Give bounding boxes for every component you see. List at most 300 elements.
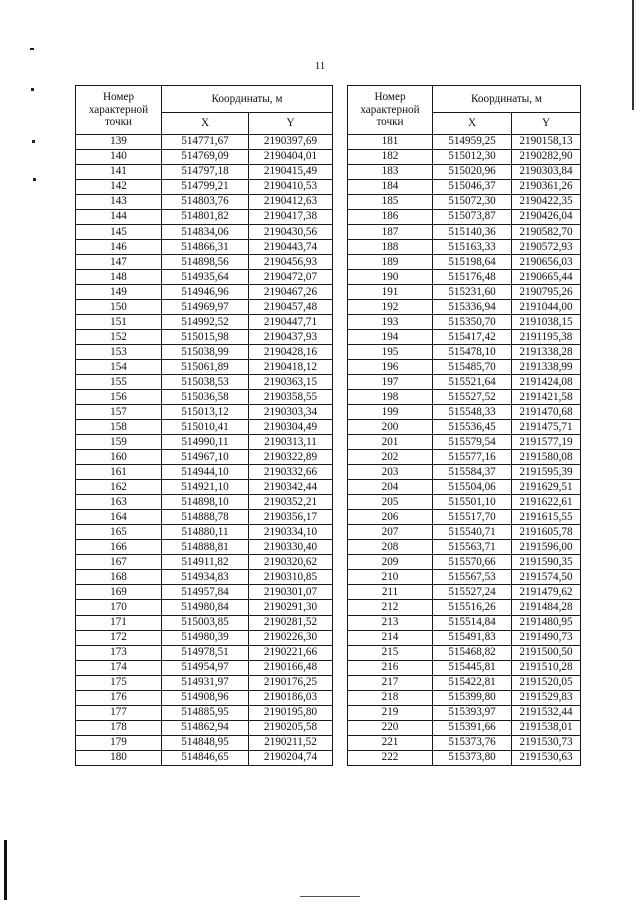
- y-coordinate-cell: 2191470,68: [512, 405, 581, 420]
- scan-mark: [31, 88, 34, 91]
- point-number-cell: 211: [348, 585, 433, 600]
- y-coordinate-cell: 2191195,38: [512, 330, 581, 345]
- x-coordinate-cell: 515399,80: [433, 690, 512, 705]
- point-number-cell: 208: [348, 540, 433, 555]
- y-coordinate-cell: 2191424,08: [512, 375, 581, 390]
- x-coordinate-cell: 515504,06: [433, 480, 512, 495]
- point-number-cell: 148: [76, 270, 162, 285]
- point-number-cell: 177: [76, 705, 162, 720]
- table-row: [348, 480, 581, 495]
- x-coordinate-cell: 514846,65: [162, 750, 249, 765]
- x-coordinate-cell: 514797,18: [162, 165, 249, 180]
- y-coordinate-cell: 2190334,10: [249, 525, 333, 540]
- table-row: [348, 585, 581, 600]
- table-row: [76, 630, 333, 645]
- point-number-cell: 191: [348, 285, 433, 300]
- y-coordinate-cell: 2191479,62: [512, 585, 581, 600]
- x-coordinate-cell: 515010,41: [162, 420, 249, 435]
- point-number-cell: 186: [348, 210, 433, 225]
- point-number-cell: 220: [348, 720, 433, 735]
- table-row: [348, 360, 581, 375]
- y-coordinate-cell: 2191596,00: [512, 540, 581, 555]
- table-row: [348, 510, 581, 525]
- x-coordinate-cell: 514934,83: [162, 570, 249, 585]
- point-number-cell: 218: [348, 690, 433, 705]
- point-number-cell: 180: [76, 750, 162, 765]
- table-row: [76, 420, 333, 435]
- x-coordinate-cell: 515485,70: [433, 360, 512, 375]
- x-coordinate-cell: 514990,11: [162, 435, 249, 450]
- x-coordinate-cell: 514799,21: [162, 180, 249, 195]
- x-coordinate-cell: 515579,54: [433, 435, 512, 450]
- point-number-cell: 151: [76, 315, 162, 330]
- point-number-cell: 181: [348, 135, 433, 150]
- x-coordinate-cell: 514954,97: [162, 660, 249, 675]
- point-number-cell: 185: [348, 195, 433, 210]
- table-row: [348, 195, 581, 210]
- point-number-cell: 163: [76, 495, 162, 510]
- table-row: [348, 165, 581, 180]
- point-number-cell: 216: [348, 660, 433, 675]
- y-coordinate-cell: 2190303,84: [512, 165, 581, 180]
- y-coordinate-cell: 2191490,73: [512, 630, 581, 645]
- point-number-cell: 198: [348, 390, 433, 405]
- table-row: [76, 465, 333, 480]
- scan-edge-line: [632, 0, 634, 110]
- table-row: [348, 345, 581, 360]
- x-coordinate-cell: 515198,64: [433, 255, 512, 270]
- table-row: [348, 255, 581, 270]
- y-coordinate-cell: 2190430,56: [249, 225, 333, 240]
- point-number-cell: 168: [76, 570, 162, 585]
- x-coordinate-cell: 515003,85: [162, 615, 249, 630]
- y-coordinate-cell: 2191338,28: [512, 345, 581, 360]
- x-coordinate-cell: 515393,97: [433, 705, 512, 720]
- header-point-number: Номер характерной точки: [348, 86, 433, 135]
- x-coordinate-cell: 514898,56: [162, 255, 249, 270]
- point-number-cell: 156: [76, 390, 162, 405]
- point-number-cell: 204: [348, 480, 433, 495]
- y-coordinate-cell: 2190582,70: [512, 225, 581, 240]
- table-row: [348, 375, 581, 390]
- x-coordinate-cell: 515478,10: [433, 345, 512, 360]
- point-number-cell: 173: [76, 645, 162, 660]
- x-coordinate-cell: 515417,42: [433, 330, 512, 345]
- y-coordinate-cell: 2190291,30: [249, 600, 333, 615]
- x-coordinate-cell: 515020,96: [433, 165, 512, 180]
- x-coordinate-cell: 515570,66: [433, 555, 512, 570]
- x-coordinate-cell: 515527,24: [433, 585, 512, 600]
- y-coordinate-cell: 2190221,66: [249, 645, 333, 660]
- point-number-cell: 219: [348, 705, 433, 720]
- y-coordinate-cell: 2191629,51: [512, 480, 581, 495]
- table-row: [348, 570, 581, 585]
- point-number-cell: 199: [348, 405, 433, 420]
- y-coordinate-cell: 2190428,16: [249, 345, 333, 360]
- table-row: [76, 300, 333, 315]
- table-row: [76, 270, 333, 285]
- y-coordinate-cell: 2191484,28: [512, 600, 581, 615]
- point-number-cell: 182: [348, 150, 433, 165]
- y-coordinate-cell: 2191530,63: [512, 750, 581, 765]
- scan-edge-bar: [4, 840, 7, 900]
- point-number-cell: 187: [348, 225, 433, 240]
- point-number-cell: 197: [348, 375, 433, 390]
- table-row: [348, 405, 581, 420]
- table-row: [76, 660, 333, 675]
- y-coordinate-cell: 2191475,71: [512, 420, 581, 435]
- y-coordinate-cell: 2190342,44: [249, 480, 333, 495]
- point-number-cell: 215: [348, 645, 433, 660]
- x-coordinate-cell: 514866,31: [162, 240, 249, 255]
- table-row: [76, 690, 333, 705]
- x-coordinate-cell: 514888,81: [162, 540, 249, 555]
- y-coordinate-cell: 2190443,74: [249, 240, 333, 255]
- page-number: 11: [314, 60, 326, 72]
- y-coordinate-cell: 2190410,53: [249, 180, 333, 195]
- table-row: [76, 210, 333, 225]
- point-number-cell: 206: [348, 510, 433, 525]
- x-coordinate-cell: 515563,71: [433, 540, 512, 555]
- y-coordinate-cell: 2190330,40: [249, 540, 333, 555]
- x-coordinate-cell: 515046,37: [433, 180, 512, 195]
- table-row: [76, 150, 333, 165]
- point-number-cell: 154: [76, 360, 162, 375]
- point-number-cell: 139: [76, 135, 162, 150]
- scan-mark: [33, 178, 36, 181]
- point-number-cell: 166: [76, 540, 162, 555]
- header-coordinates: Координаты, м: [162, 86, 333, 113]
- table-row: [76, 240, 333, 255]
- x-coordinate-cell: 515036,58: [162, 390, 249, 405]
- x-coordinate-cell: 515391,66: [433, 720, 512, 735]
- x-coordinate-cell: 514888,78: [162, 510, 249, 525]
- y-coordinate-cell: 2190303,34: [249, 405, 333, 420]
- y-coordinate-cell: 2190363,15: [249, 375, 333, 390]
- y-coordinate-cell: 2191338,99: [512, 360, 581, 375]
- table-row: [76, 285, 333, 300]
- y-coordinate-cell: 2191590,35: [512, 555, 581, 570]
- table-row: [348, 525, 581, 540]
- point-number-cell: 213: [348, 615, 433, 630]
- point-number-cell: 140: [76, 150, 162, 165]
- y-coordinate-cell: 2190472,07: [249, 270, 333, 285]
- x-coordinate-cell: 515012,30: [433, 150, 512, 165]
- x-coordinate-cell: 514946,96: [162, 285, 249, 300]
- x-coordinate-cell: 515422,81: [433, 675, 512, 690]
- point-number-cell: 141: [76, 165, 162, 180]
- y-coordinate-cell: 2191038,15: [512, 315, 581, 330]
- y-coordinate-cell: 2190356,17: [249, 510, 333, 525]
- point-number-cell: 157: [76, 405, 162, 420]
- table-row: [76, 345, 333, 360]
- x-coordinate-cell: 515072,30: [433, 195, 512, 210]
- header-x: X: [433, 113, 512, 135]
- header-x: X: [162, 113, 249, 135]
- point-number-cell: 170: [76, 600, 162, 615]
- point-number-cell: 153: [76, 345, 162, 360]
- y-coordinate-cell: 2190457,48: [249, 300, 333, 315]
- y-coordinate-cell: 2190304,49: [249, 420, 333, 435]
- point-number-cell: 192: [348, 300, 433, 315]
- point-number-cell: 196: [348, 360, 433, 375]
- table-row: [348, 180, 581, 195]
- table-row: [76, 555, 333, 570]
- y-coordinate-cell: 2191595,39: [512, 465, 581, 480]
- y-coordinate-cell: 2190397,69: [249, 135, 333, 150]
- x-coordinate-cell: 515567,53: [433, 570, 512, 585]
- y-coordinate-cell: 2190415,49: [249, 165, 333, 180]
- scan-bottom-rule: [300, 896, 360, 897]
- x-coordinate-cell: 514980,84: [162, 600, 249, 615]
- point-number-cell: 183: [348, 165, 433, 180]
- coordinates-table-left: [75, 85, 333, 766]
- x-coordinate-cell: 514801,82: [162, 210, 249, 225]
- table-row: [76, 480, 333, 495]
- x-coordinate-cell: 514848,95: [162, 735, 249, 750]
- point-number-cell: 221: [348, 735, 433, 750]
- y-coordinate-cell: 2190205,58: [249, 720, 333, 735]
- table-row: [76, 330, 333, 345]
- y-coordinate-cell: 2190332,66: [249, 465, 333, 480]
- point-number-cell: 160: [76, 450, 162, 465]
- x-coordinate-cell: 515517,70: [433, 510, 512, 525]
- table-row: [348, 240, 581, 255]
- point-number-cell: 167: [76, 555, 162, 570]
- table-body-right: [348, 135, 581, 766]
- x-coordinate-cell: 515231,60: [433, 285, 512, 300]
- x-coordinate-cell: 515373,80: [433, 750, 512, 765]
- table-row: [348, 705, 581, 720]
- y-coordinate-cell: 2191421,58: [512, 390, 581, 405]
- table-row: [76, 405, 333, 420]
- x-coordinate-cell: 514921,10: [162, 480, 249, 495]
- point-number-cell: 176: [76, 690, 162, 705]
- table-row: [348, 225, 581, 240]
- y-coordinate-cell: 2190361,26: [512, 180, 581, 195]
- table-row: [348, 285, 581, 300]
- y-coordinate-cell: 2190795,26: [512, 285, 581, 300]
- table-row: [76, 375, 333, 390]
- table-row: [348, 555, 581, 570]
- y-coordinate-cell: 2191520,05: [512, 675, 581, 690]
- y-coordinate-cell: 2190158,13: [512, 135, 581, 150]
- table-row: [348, 495, 581, 510]
- y-coordinate-cell: 2190313,11: [249, 435, 333, 450]
- y-coordinate-cell: 2190322,89: [249, 450, 333, 465]
- point-number-cell: 171: [76, 615, 162, 630]
- table-row: [348, 390, 581, 405]
- x-coordinate-cell: 515073,87: [433, 210, 512, 225]
- y-coordinate-cell: 2190195,80: [249, 705, 333, 720]
- y-coordinate-cell: 2191605,78: [512, 525, 581, 540]
- point-number-cell: 152: [76, 330, 162, 345]
- point-number-cell: 158: [76, 420, 162, 435]
- point-number-cell: 165: [76, 525, 162, 540]
- x-coordinate-cell: 515373,76: [433, 735, 512, 750]
- x-coordinate-cell: 515577,16: [433, 450, 512, 465]
- y-coordinate-cell: 2190467,26: [249, 285, 333, 300]
- x-coordinate-cell: 514803,76: [162, 195, 249, 210]
- table-row: [348, 540, 581, 555]
- table-body-left: [76, 135, 333, 766]
- x-coordinate-cell: 515521,64: [433, 375, 512, 390]
- y-coordinate-cell: 2190456,93: [249, 255, 333, 270]
- point-number-cell: 164: [76, 510, 162, 525]
- y-coordinate-cell: 2191580,08: [512, 450, 581, 465]
- y-coordinate-cell: 2191577,19: [512, 435, 581, 450]
- x-coordinate-cell: 514862,94: [162, 720, 249, 735]
- point-number-cell: 144: [76, 210, 162, 225]
- x-coordinate-cell: 514769,09: [162, 150, 249, 165]
- table-row: [348, 315, 581, 330]
- table-row: [348, 300, 581, 315]
- header-y: Y: [249, 113, 333, 135]
- x-coordinate-cell: 515548,33: [433, 405, 512, 420]
- y-coordinate-cell: 2190656,03: [512, 255, 581, 270]
- point-number-cell: 174: [76, 660, 162, 675]
- table-row: [76, 735, 333, 750]
- point-number-cell: 209: [348, 555, 433, 570]
- point-number-cell: 179: [76, 735, 162, 750]
- y-coordinate-cell: 2190281,52: [249, 615, 333, 630]
- x-coordinate-cell: 515584,37: [433, 465, 512, 480]
- y-coordinate-cell: 2191615,55: [512, 510, 581, 525]
- x-coordinate-cell: 515468,82: [433, 645, 512, 660]
- table-row: [348, 675, 581, 690]
- y-coordinate-cell: 2191532,44: [512, 705, 581, 720]
- header-y: Y: [512, 113, 581, 135]
- table-row: [348, 600, 581, 615]
- table-row: [348, 645, 581, 660]
- table-row: [76, 390, 333, 405]
- x-coordinate-cell: 515491,83: [433, 630, 512, 645]
- x-coordinate-cell: 514885,95: [162, 705, 249, 720]
- x-coordinate-cell: 514978,51: [162, 645, 249, 660]
- table-row: [348, 660, 581, 675]
- point-number-cell: 162: [76, 480, 162, 495]
- point-number-cell: 178: [76, 720, 162, 735]
- y-coordinate-cell: 2190417,38: [249, 210, 333, 225]
- x-coordinate-cell: 515536,45: [433, 420, 512, 435]
- y-coordinate-cell: 2190352,21: [249, 495, 333, 510]
- point-number-cell: 212: [348, 600, 433, 615]
- point-number-cell: 188: [348, 240, 433, 255]
- x-coordinate-cell: 514935,64: [162, 270, 249, 285]
- table-row: [76, 450, 333, 465]
- table-row: [76, 255, 333, 270]
- x-coordinate-cell: 514944,10: [162, 465, 249, 480]
- x-coordinate-cell: 515501,10: [433, 495, 512, 510]
- header-point-number: Номер характерной точки: [76, 86, 162, 135]
- y-coordinate-cell: 2191480,95: [512, 615, 581, 630]
- y-coordinate-cell: 2191622,61: [512, 495, 581, 510]
- y-coordinate-cell: 2190226,30: [249, 630, 333, 645]
- point-number-cell: 172: [76, 630, 162, 645]
- x-coordinate-cell: 514898,10: [162, 495, 249, 510]
- x-coordinate-cell: 515516,26: [433, 600, 512, 615]
- point-number-cell: 203: [348, 465, 433, 480]
- point-number-cell: 155: [76, 375, 162, 390]
- y-coordinate-cell: 2191574,50: [512, 570, 581, 585]
- x-coordinate-cell: 515013,12: [162, 405, 249, 420]
- table-row: [76, 225, 333, 240]
- point-number-cell: 189: [348, 255, 433, 270]
- point-number-cell: 201: [348, 435, 433, 450]
- point-number-cell: 214: [348, 630, 433, 645]
- table-row: [348, 420, 581, 435]
- table-row: [348, 150, 581, 165]
- table-row: [76, 540, 333, 555]
- x-coordinate-cell: 515527,52: [433, 390, 512, 405]
- table-row: [348, 465, 581, 480]
- y-coordinate-cell: 2190204,74: [249, 750, 333, 765]
- table-row: [76, 705, 333, 720]
- point-number-cell: 217: [348, 675, 433, 690]
- point-number-cell: 161: [76, 465, 162, 480]
- y-coordinate-cell: 2190282,90: [512, 150, 581, 165]
- y-coordinate-cell: 2190186,03: [249, 690, 333, 705]
- y-coordinate-cell: 2190301,07: [249, 585, 333, 600]
- table-row: [348, 690, 581, 705]
- coordinates-table-right: [347, 85, 581, 766]
- table-row: [76, 615, 333, 630]
- table-row: [76, 135, 333, 150]
- x-coordinate-cell: 514969,97: [162, 300, 249, 315]
- table-row: [76, 570, 333, 585]
- y-coordinate-cell: 2190665,44: [512, 270, 581, 285]
- point-number-cell: 202: [348, 450, 433, 465]
- point-number-cell: 147: [76, 255, 162, 270]
- table-row: [76, 750, 333, 765]
- table-row: [348, 735, 581, 750]
- table-row: [76, 600, 333, 615]
- table-row: [76, 165, 333, 180]
- x-coordinate-cell: 515061,89: [162, 360, 249, 375]
- point-number-cell: 175: [76, 675, 162, 690]
- point-number-cell: 190: [348, 270, 433, 285]
- point-number-cell: 143: [76, 195, 162, 210]
- table-row: [76, 525, 333, 540]
- table-row: [76, 510, 333, 525]
- table-row: [348, 720, 581, 735]
- y-coordinate-cell: 2190211,52: [249, 735, 333, 750]
- point-number-cell: 200: [348, 420, 433, 435]
- x-coordinate-cell: 514771,67: [162, 135, 249, 150]
- point-number-cell: 207: [348, 525, 433, 540]
- point-number-cell: 222: [348, 750, 433, 765]
- y-coordinate-cell: 2191044,00: [512, 300, 581, 315]
- y-coordinate-cell: 2191500,50: [512, 645, 581, 660]
- x-coordinate-cell: 514931,97: [162, 675, 249, 690]
- point-number-cell: 210: [348, 570, 433, 585]
- x-coordinate-cell: 515336,94: [433, 300, 512, 315]
- y-coordinate-cell: 2191510,28: [512, 660, 581, 675]
- table-row: [348, 210, 581, 225]
- x-coordinate-cell: 515038,53: [162, 375, 249, 390]
- table-row: [76, 675, 333, 690]
- table-row: [76, 315, 333, 330]
- x-coordinate-cell: 515176,48: [433, 270, 512, 285]
- y-coordinate-cell: 2190358,55: [249, 390, 333, 405]
- table-row: [76, 720, 333, 735]
- x-coordinate-cell: 514957,84: [162, 585, 249, 600]
- point-number-cell: 194: [348, 330, 433, 345]
- x-coordinate-cell: 514880,11: [162, 525, 249, 540]
- point-number-cell: 184: [348, 180, 433, 195]
- y-coordinate-cell: 2190447,71: [249, 315, 333, 330]
- y-coordinate-cell: 2190422,35: [512, 195, 581, 210]
